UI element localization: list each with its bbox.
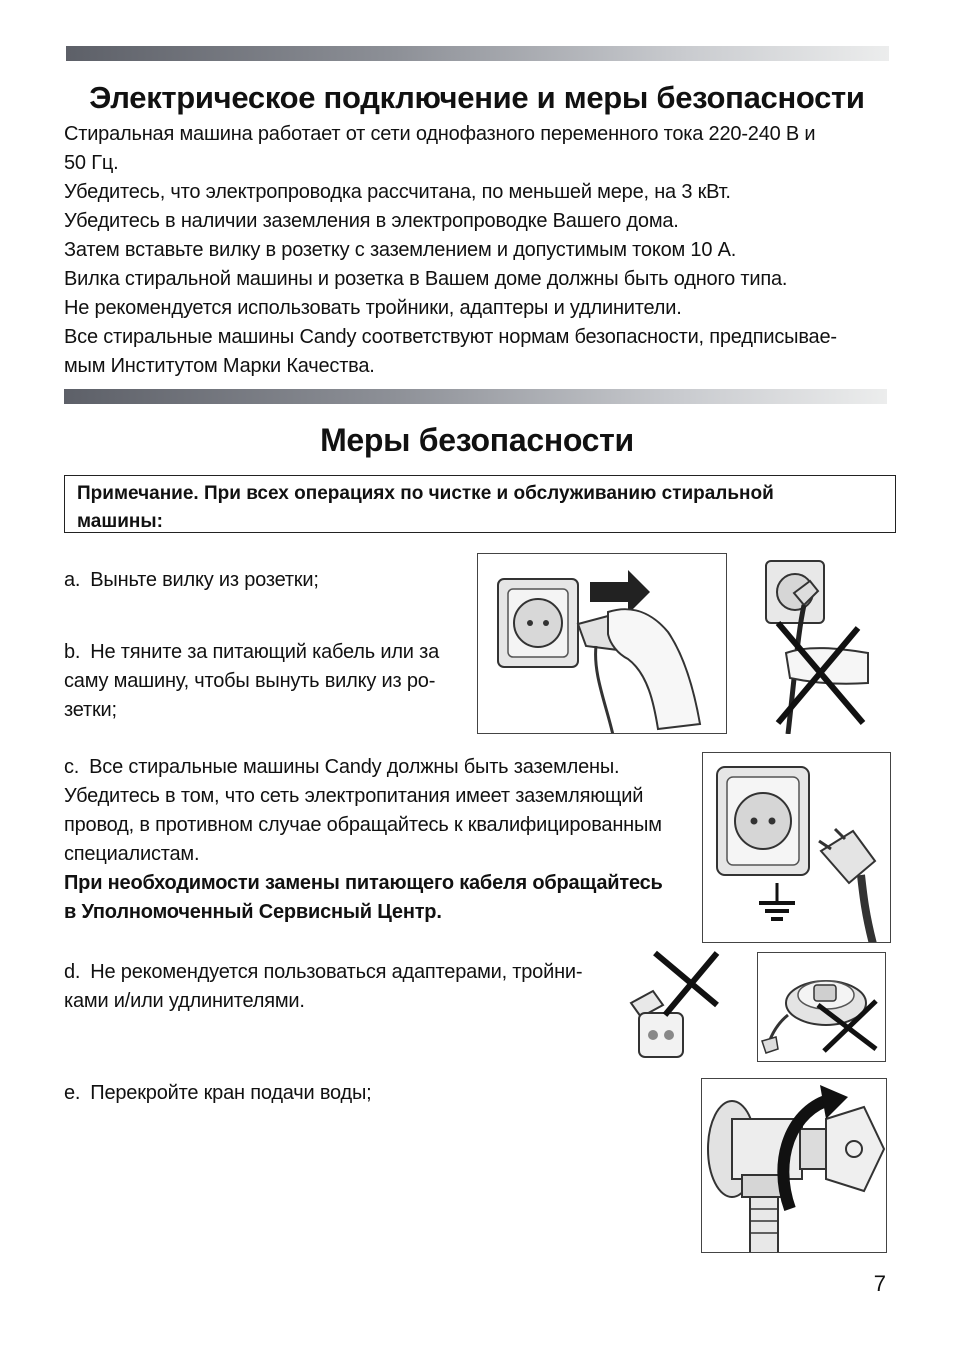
item-marker: b. [64, 641, 81, 663]
text-line: Все стиральные машины Candy соответствуют нормам безопасности, предписывае- [64, 326, 837, 348]
item-text: Не тяните за питающий кабель или за [90, 641, 440, 663]
section-title-electrical: Электрическое подключение и меры безопасности [89, 80, 865, 115]
cable-pull-prohibited-icon [758, 553, 878, 734]
water-valve-icon [702, 1079, 887, 1253]
text-line: Убедитесь, что электропроводка рассчитана, по меньшей мере, на 3 кВт. [64, 181, 731, 203]
item-text: Перекройте кран подачи воды; [90, 1082, 372, 1104]
item-marker: d. [64, 961, 81, 983]
extension-prohibited-icon [758, 953, 886, 1062]
item-marker: e. [64, 1082, 81, 1104]
item-text-bold: в Уполномоченный Сервисный Центр. [64, 901, 442, 923]
item-text: ками и/или удлинителями. [64, 990, 305, 1012]
item-text: провод, в противном случае обращайтесь к квалифицированным [64, 814, 662, 836]
note-line: машины: [77, 511, 163, 532]
adapter-crossed-illustration [625, 943, 725, 1063]
section-divider-bar [64, 389, 887, 404]
text-line: Не рекомендуется использовать тройники, адаптеры и удлинители. [64, 297, 682, 319]
item-text: зетки; [64, 699, 117, 721]
electrical-paragraph [64, 120, 889, 381]
page-number: 7 [873, 1271, 886, 1296]
section-title-safety: Меры безопасности [320, 422, 634, 458]
text-line: Убедитесь в наличии заземления в электропроводке Вашего дома. [64, 210, 679, 232]
item-text: саму машину, чтобы вынуть вилку из ро- [64, 670, 436, 692]
pull-cable-crossed-illustration [758, 553, 878, 734]
item-marker: c. [64, 756, 80, 778]
item-d [64, 958, 624, 1016]
text-line: мым Институтом Марки Качества. [64, 355, 375, 377]
item-a [64, 566, 319, 595]
water-tap-illustration [701, 1078, 887, 1253]
item-text: Выньте вилку из розетки; [90, 569, 319, 591]
grounding-illustration [702, 752, 891, 943]
item-marker: a. [64, 569, 81, 591]
unplug-illustration [477, 553, 727, 734]
adapter-prohibited-icon [625, 943, 725, 1063]
text-line: Затем вставьте вилку в розетку с заземлением и допустимым током 10 А. [64, 239, 737, 261]
item-c [64, 753, 704, 927]
header-divider-bar [66, 46, 889, 61]
text-line: Стиральная машина работает от сети однофазного переменного тока 220-240 В и [64, 123, 816, 145]
item-text-bold: При необходимости замены питающего кабеля обращайтесь [64, 872, 663, 894]
note-line: Примечание. При всех операциях по чистке и обслуживанию стиральной [77, 483, 774, 504]
item-text: Не рекомендуется пользоваться адаптерами, тройни- [90, 961, 583, 983]
ground-socket-icon [703, 753, 891, 943]
item-text: Все стиральные машины Candy должны быть заземлены. [89, 756, 620, 778]
text-line: Вилка стиральной машины и розетка в Вашем доме должны быть одного типа. [64, 268, 788, 290]
item-e [64, 1079, 372, 1108]
note-box [64, 475, 896, 533]
item-text: Убедитесь в том, что сеть электропитания имеет заземляющий [64, 785, 644, 807]
extension-reel-crossed-illustration [757, 952, 886, 1062]
plug-socket-icon [478, 554, 727, 734]
item-text: специалистам. [64, 843, 200, 865]
item-b [64, 638, 474, 725]
text-line: 50 Гц. [64, 152, 119, 174]
